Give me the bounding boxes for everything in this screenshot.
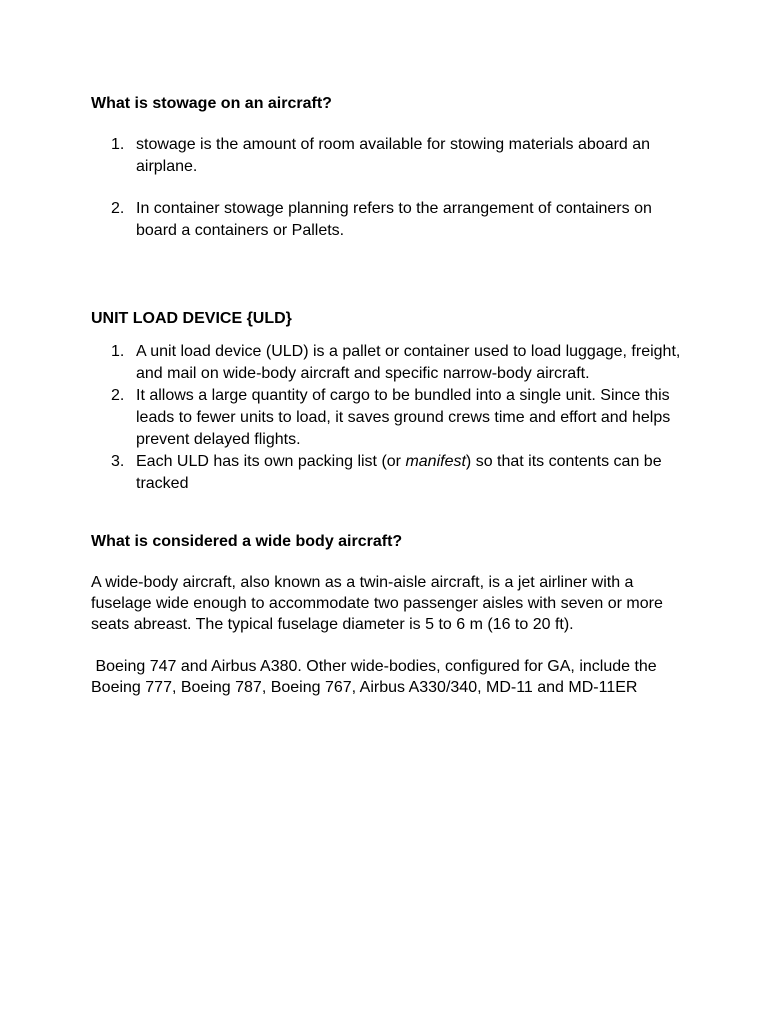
heading-uld: UNIT LOAD DEVICE {ULD} — [91, 310, 292, 327]
list-item-text — [136, 453, 662, 492]
list-number: 1. — [111, 343, 125, 360]
list-item — [111, 341, 691, 385]
list-number: 2. — [111, 387, 125, 404]
list-item — [111, 385, 691, 451]
list-item-text: It allows a large quantity of cargo to be bundled into a single unit. Since this leads to fewer units to load, it saves ground crews time and effort and helps prevent delayed flights. — [136, 387, 671, 448]
section-wide-body — [91, 531, 691, 553]
list-number: 2. — [111, 200, 125, 217]
list-item — [111, 451, 691, 495]
heading-wide-body: What is considered a wide body aircraft? — [91, 533, 403, 550]
list-item-text: A unit load device (ULD) is a pallet or container used to load luggage, freight, and mail on wide-body aircraft and specific narrow-body aircraft. — [136, 343, 681, 382]
list-item — [111, 134, 691, 178]
paragraph-wide-body-examples: Boeing 747 and Airbus A380. Other wide-bodies, configured for GA, include the Boeing 777, Boeing 787, Boeing 767, Airbus A330/340, MD-11 and MD-11ER — [91, 658, 662, 696]
section-uld — [91, 308, 691, 330]
list-item-text-before: Each ULD has its own packing list (or — [136, 453, 406, 470]
list-item-text: In container stowage planning refers to the arrangement of containers on board a containers or Pallets. — [136, 200, 652, 239]
manifest-term: manifest — [405, 453, 466, 470]
list-item — [111, 198, 691, 242]
list-number: 3. — [111, 453, 125, 470]
stowage-list — [111, 134, 691, 242]
heading-stowage: What is stowage on an aircraft? — [91, 95, 332, 112]
list-number: 1. — [111, 136, 125, 153]
list-item-text: stowage is the amount of room available for stowing materials aboard an airplane. — [136, 136, 651, 175]
paragraph-wide-body-definition: A wide-body aircraft, also known as a twin-aisle aircraft, is a jet airliner with a fuselage wide enough to accommodate two passenger aisles with seven or more seats abreast. The typical fuselage diameter is 5 to 6 m (16 to 20 ft). — [91, 574, 663, 633]
section-stowage — [91, 93, 691, 115]
uld-list — [111, 341, 691, 495]
list-item-text-after: ) so that its contents can be tracked — [136, 453, 662, 492]
